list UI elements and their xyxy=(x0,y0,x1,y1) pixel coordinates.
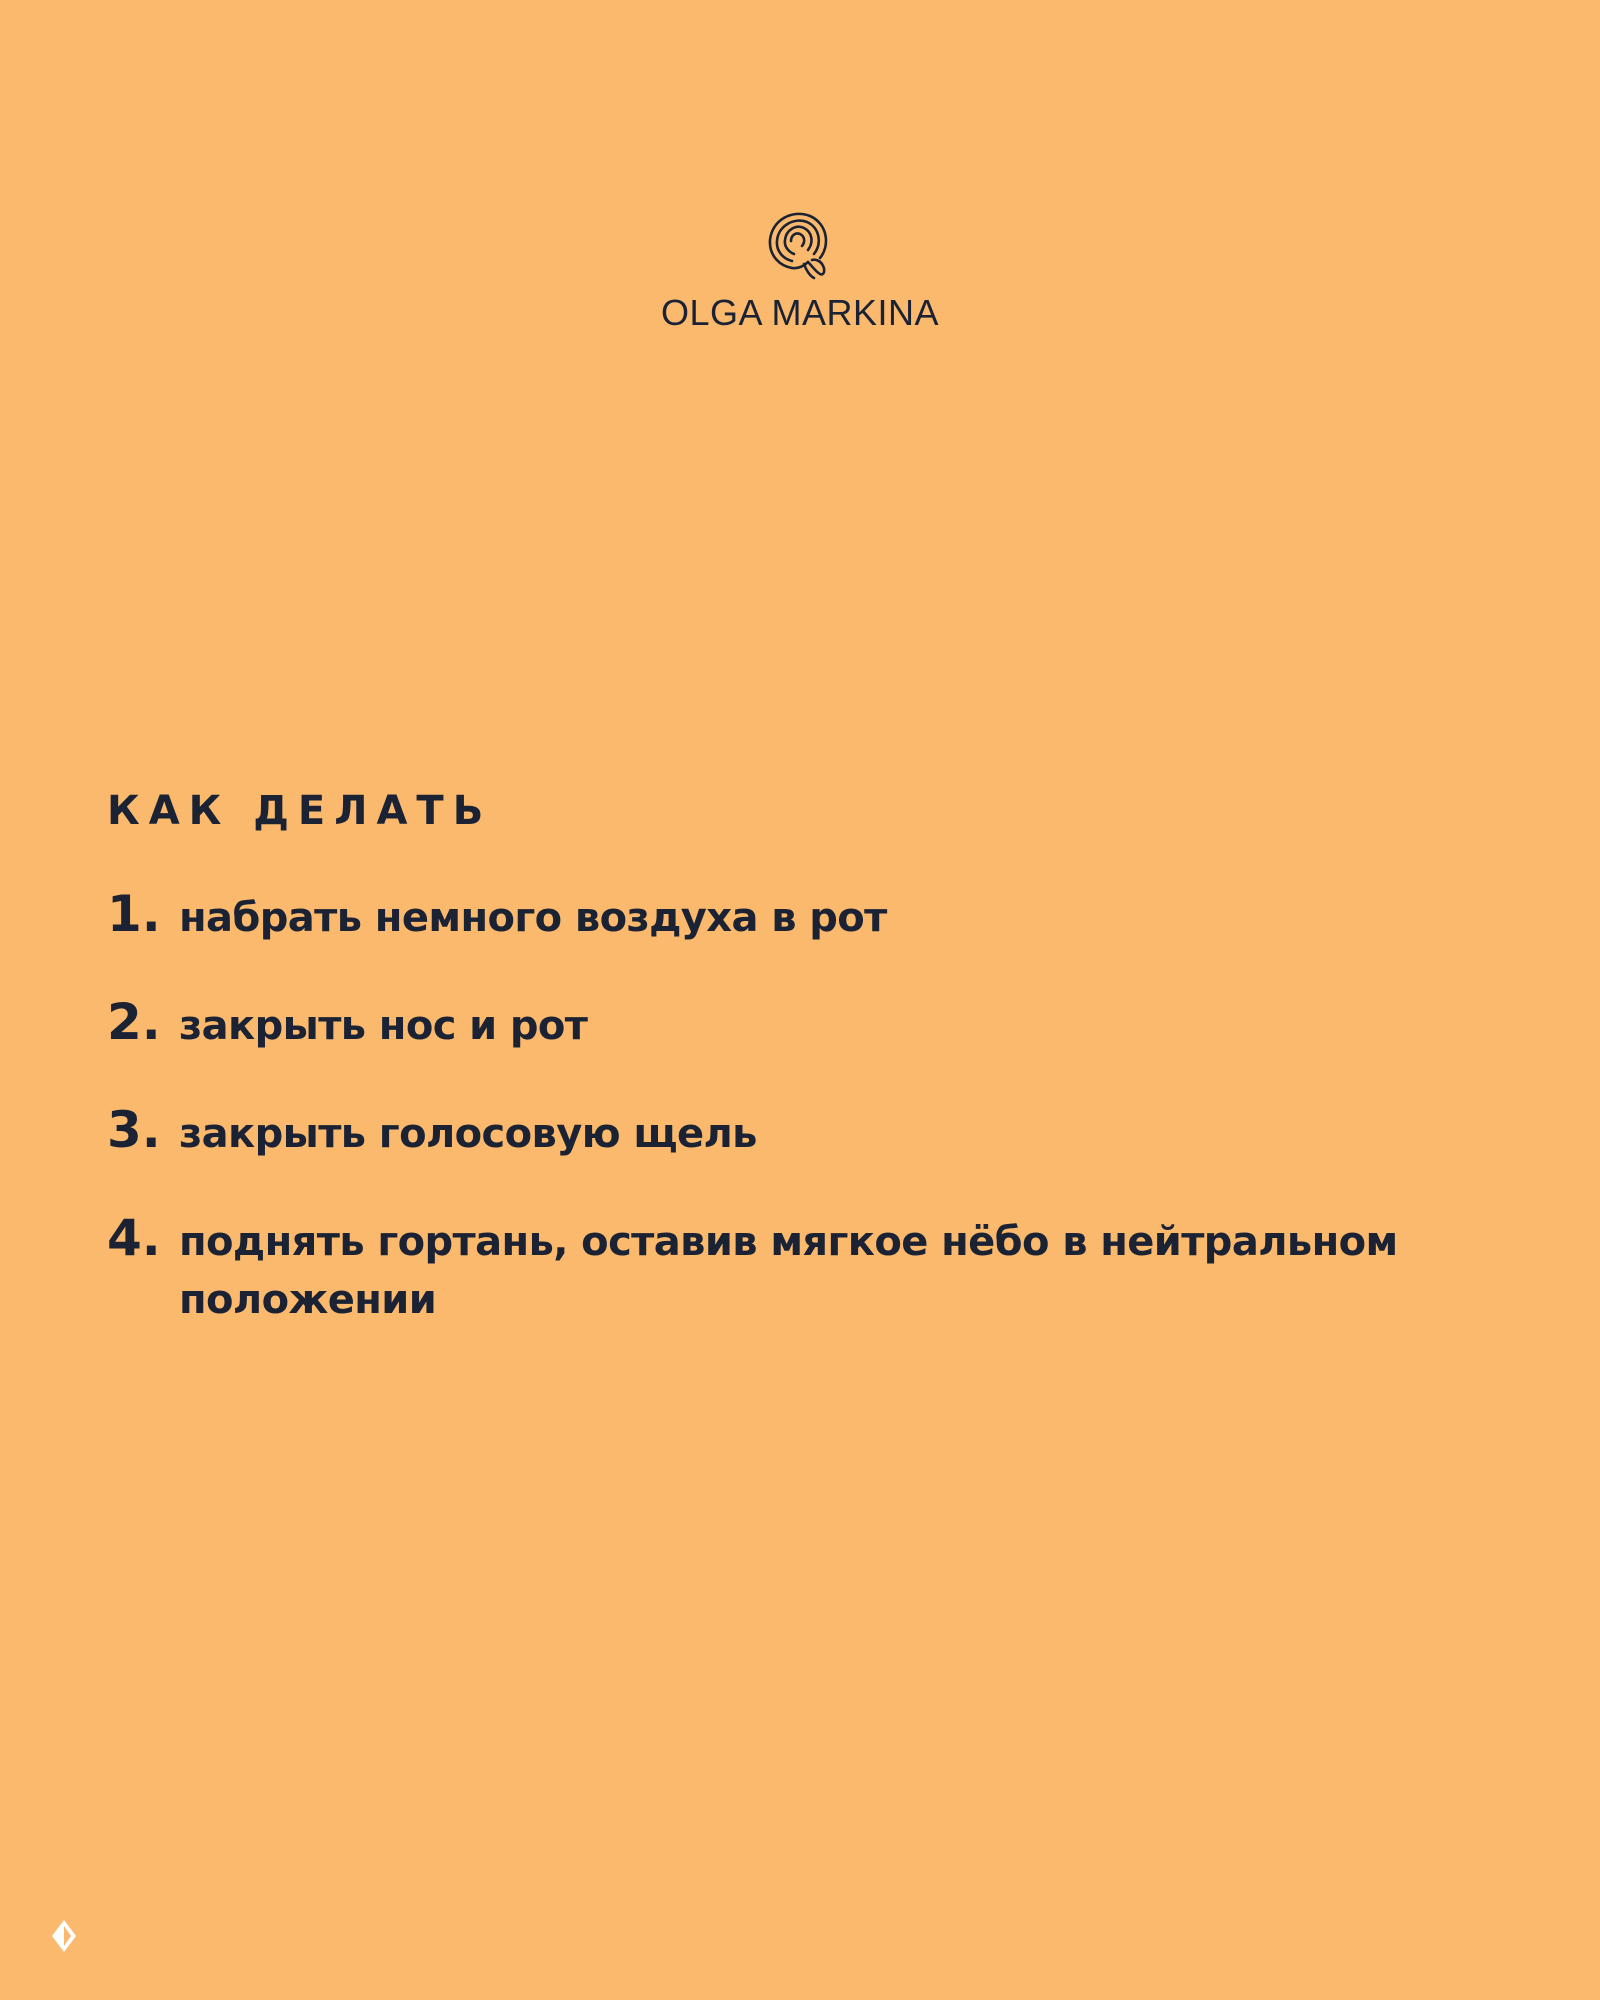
steps-list xyxy=(107,885,1507,1375)
brand-name: OLGA MARKINA xyxy=(660,292,940,333)
diamond-logo-icon xyxy=(48,1918,80,1954)
spiral-hand-logo-icon xyxy=(760,206,840,286)
step-number: 1. xyxy=(107,885,161,943)
section-title: КАК ДЕЛАТЬ xyxy=(107,788,493,834)
step-text: набрать немного воздуха в рот xyxy=(179,895,887,941)
step-item-4 xyxy=(107,1209,1507,1329)
step-text: закрыть нос и рот xyxy=(179,1003,588,1049)
step-number: 2. xyxy=(107,993,161,1051)
step-number: 3. xyxy=(107,1101,161,1159)
step-text: закрыть голосовую щель xyxy=(179,1111,757,1157)
brand-header xyxy=(0,206,1600,334)
step-item-3 xyxy=(107,1101,1507,1163)
step-number: 4. xyxy=(107,1209,161,1267)
step-item-2 xyxy=(107,993,1507,1055)
step-item-1 xyxy=(107,885,1507,947)
step-text: поднять гортань, оставив мягкое нёбо в нейтральном положении xyxy=(179,1219,1398,1323)
